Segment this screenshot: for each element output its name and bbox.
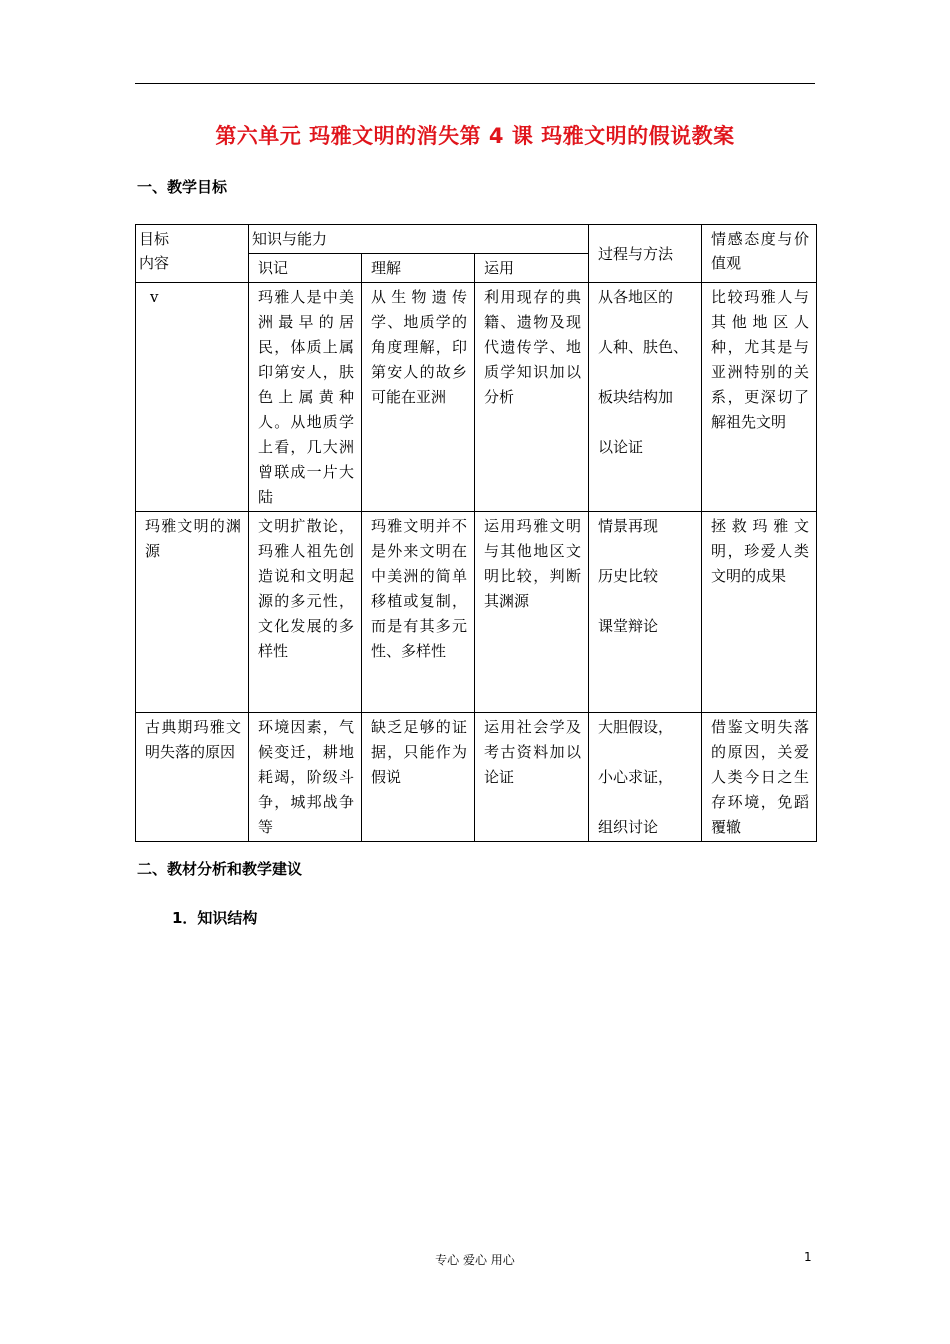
process-line: 人种、肤色、 bbox=[598, 338, 689, 356]
process-line: 从各地区的 bbox=[598, 288, 674, 306]
header-remember-cell: 识记 bbox=[249, 254, 362, 283]
process-line: 大胆假设， bbox=[598, 718, 674, 736]
section-heading-material-analysis: 二、教材分析和教学建议 bbox=[137, 860, 303, 878]
section-heading-teaching-goals: 一、教学目标 bbox=[137, 178, 228, 196]
header-content-label: 内容 bbox=[139, 254, 170, 272]
row-understand-cell: 玛雅文明并不是外来文明在中美洲的简单移植或复制，而是有其多元性、多样性 bbox=[362, 512, 475, 713]
process-line: 以论证 bbox=[598, 438, 644, 456]
row-emotion-cell: 借鉴文明失落的原因，关爱人类今日之生存环境，免蹈覆辙 bbox=[702, 713, 817, 842]
teaching-goals-table bbox=[135, 224, 817, 842]
process-line: 板块结构加 bbox=[598, 388, 674, 406]
row-content-cell: 玛雅文明的渊源 bbox=[136, 512, 249, 713]
header-understand-cell: 理解 bbox=[362, 254, 475, 283]
row-understand-cell: 从生物遗传学、地质学的角度理解，印第安人的故乡可能在亚洲 bbox=[362, 283, 475, 512]
header-knowledge-cell: 知识与能力 bbox=[249, 225, 589, 254]
row-process-cell bbox=[589, 713, 702, 842]
row-remember-cell: 玛雅人是中美洲最早的居民，体质上属印第安人，肤色上属黄种人。从地质学上看，几大洲曾联成一片大陆 bbox=[249, 283, 362, 512]
row-emotion-cell: 比较玛雅人与其他地区人种，尤其是与亚洲特别的关系，更深切了解祖先文明 bbox=[702, 283, 817, 512]
document-title: 第六单元 玛雅文明的消失第 4 课 玛雅文明的假说教案 bbox=[215, 124, 735, 148]
row-remember-cell: 环境因素，气候变迁，耕地耗竭，阶级斗争，城邦战争等 bbox=[249, 713, 362, 842]
page-number: 1 bbox=[804, 1250, 812, 1264]
row-apply-cell: 运用社会学及考古资料加以论证 bbox=[475, 713, 589, 842]
subsection-heading-knowledge-structure: 1．知识结构 bbox=[172, 909, 258, 927]
row-remember-cell: 文明扩散论，玛雅人祖先创造说和文明起源的多元性，文化发展的多样性 bbox=[249, 512, 362, 713]
row-apply-cell: 利用现存的典籍、遗物及现代遗传学、地质学知识加以分析 bbox=[475, 283, 589, 512]
table-row bbox=[136, 512, 817, 713]
header-apply-cell: 运用 bbox=[475, 254, 589, 283]
row-apply-cell: 运用玛雅文明与其他地区文明比较，判断其渊源 bbox=[475, 512, 589, 713]
header-rule bbox=[135, 83, 815, 84]
row-understand-cell: 缺乏足够的证据，只能作为假说 bbox=[362, 713, 475, 842]
header-emotion-cell: 情感态度与价值观 bbox=[702, 225, 817, 283]
footer-motto: 专心 爱心 用心 bbox=[435, 1253, 515, 1267]
process-line: 小心求证， bbox=[598, 768, 674, 786]
process-line: 历史比较 bbox=[598, 567, 659, 585]
row-content-cell: v bbox=[136, 283, 249, 512]
header-target-label: 目标 bbox=[139, 230, 170, 248]
header-process-cell: 过程与方法 bbox=[589, 225, 702, 283]
process-line: 情景再现 bbox=[598, 517, 659, 535]
row-process-cell bbox=[589, 512, 702, 713]
row-process-cell bbox=[589, 283, 702, 512]
table-row bbox=[136, 713, 817, 842]
table-header-row bbox=[136, 225, 817, 254]
process-line: 课堂辩论 bbox=[598, 617, 659, 635]
table-row bbox=[136, 283, 817, 512]
row-emotion-cell: 拯救玛雅文明，珍爱人类文明的成果 bbox=[702, 512, 817, 713]
row-content-cell: 古典期玛雅文明失落的原因 bbox=[136, 713, 249, 842]
header-target-cell bbox=[136, 225, 249, 283]
process-line: 组织讨论 bbox=[598, 818, 659, 836]
